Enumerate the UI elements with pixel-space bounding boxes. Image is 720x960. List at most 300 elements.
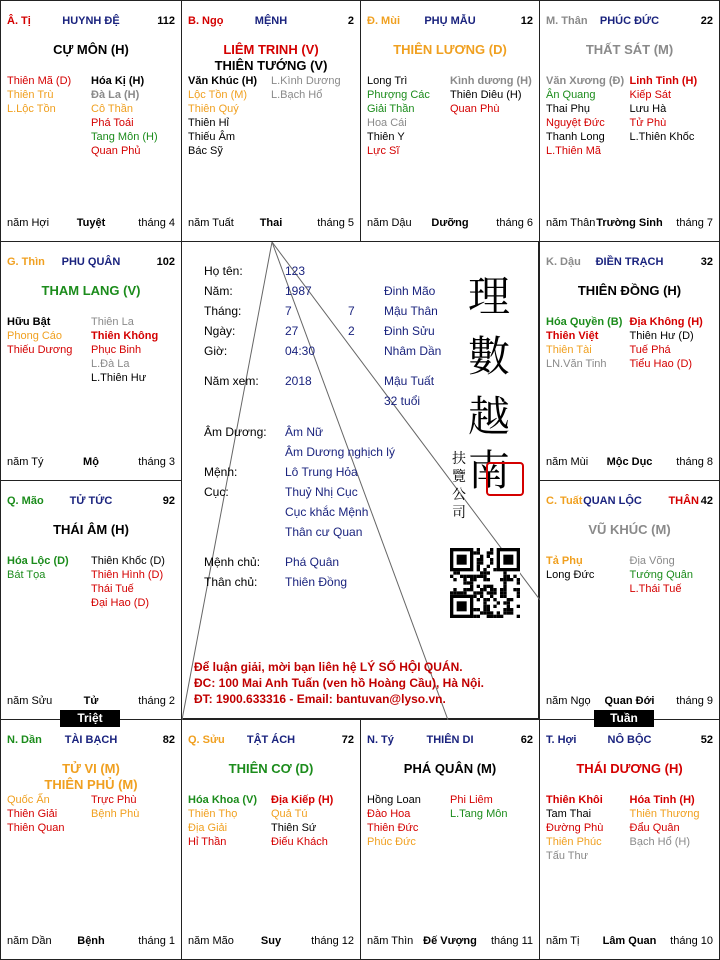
minor-star-column-left [546, 554, 630, 596]
main-stars [361, 761, 539, 777]
palace-name: TẬT ÁCH [246, 734, 296, 746]
minor-star-column-right [91, 315, 175, 385]
palace-branch: M. Thân [546, 15, 588, 27]
minor-star: Thiên Y [367, 131, 405, 143]
red-seal-stamp [486, 462, 524, 496]
day-canchi: Đinh Sửu [384, 324, 435, 338]
minor-star: Kình dương (H) [450, 75, 532, 87]
palace-name: TÀI BẠCH [64, 734, 118, 746]
contact-line-2: ĐC: 100 Mai Anh Tuấn (ven hồ Hoàng Cầu), Hà Nội. [194, 676, 485, 690]
minor-star: Phá Toái [91, 117, 134, 129]
minor-star: Phi Liêm [450, 794, 493, 806]
palace-year: năm Sửu [7, 695, 53, 707]
palace-year: năm Thân [546, 217, 596, 229]
minor-star: Kiếp Sát [629, 89, 672, 101]
minor-star: Trực Phù [91, 794, 137, 806]
minor-star: Thiên Giải [7, 808, 58, 820]
palace-name: ĐIỀN TRẠCH [595, 256, 664, 268]
palace-branch: N. Dần [7, 734, 42, 746]
minor-star-column-left [7, 793, 91, 835]
minor-star: Thiên Diêu (H) [450, 89, 522, 101]
main-star: THIÊN PHỦ (M) [44, 777, 138, 792]
palace-cell-hoi[interactable] [539, 719, 720, 960]
minor-star: Phúc Đức [367, 836, 416, 848]
main-star: THIÊN TƯỚNG (V) [214, 58, 328, 73]
hour-value: 04:30 [285, 344, 316, 358]
minor-star: Thiên Hỉ [188, 117, 229, 129]
palace-number: 52 [700, 734, 713, 746]
minor-star: Long Đức [546, 569, 595, 581]
minor-star: Địa Không (H) [629, 316, 703, 328]
palace-name: MỆNH [254, 15, 288, 27]
minor-star: Địa Võng [629, 555, 675, 567]
life-stage: Mộc Dục [606, 456, 653, 468]
minor-star: Giải Thần [367, 103, 415, 115]
palace-month: tháng 5 [317, 217, 354, 229]
palace-cell-suu[interactable] [181, 719, 361, 960]
palace-footer [546, 695, 713, 709]
hour-label: Giờ: [204, 344, 228, 358]
palace-month: tháng 6 [496, 217, 533, 229]
minor-stars [7, 315, 175, 385]
palace-month: tháng 8 [676, 456, 713, 468]
month-canchi: Mậu Thân [384, 304, 438, 318]
minor-star: Thiên La [91, 316, 134, 328]
name-value: 123 [285, 264, 306, 278]
main-star: THIÊN CƠ (D) [228, 761, 314, 776]
palace-number: 42 [700, 495, 713, 507]
minor-star-column-right [91, 74, 175, 158]
palace-year: năm Tuất [188, 217, 234, 229]
palace-name: PHÚC ĐỨC [599, 15, 660, 27]
palace-branch: N. Tý [367, 734, 394, 746]
palace-name: PHU QUÂN [61, 256, 121, 268]
minor-star: Thanh Long [546, 131, 605, 143]
seal-char-1: 扶 [452, 451, 466, 467]
main-stars [540, 761, 719, 777]
palace-footer [367, 217, 533, 231]
minor-star: Hồng Loan [367, 794, 421, 806]
main-star: THẤT SÁT (M) [585, 42, 674, 57]
minor-star: Hoa Cái [367, 117, 407, 129]
palace-branch: C. Tuất [546, 495, 583, 507]
minor-star-column-left [188, 74, 271, 158]
life-stage: Suy [260, 935, 282, 947]
qr-code-icon [450, 548, 520, 618]
minor-stars [546, 554, 713, 596]
minor-stars [188, 793, 354, 849]
minor-star: Thiên Quan [7, 822, 65, 834]
minor-star-column-left [546, 315, 630, 371]
main-star: TỬ VI (M) [62, 761, 120, 776]
cuc-note2: Thân cư Quan [285, 525, 363, 539]
minor-star: L.Thái Tuế [629, 583, 682, 595]
than-chu-label: Thân chủ: [204, 575, 258, 589]
palace-branch: T. Hợi [546, 734, 577, 746]
minor-star-column-left [546, 793, 630, 863]
palace-footer [546, 456, 713, 470]
palace-year: năm Tị [546, 935, 580, 947]
palace-cell-mao[interactable] [0, 480, 182, 720]
palace-name: TỬ TỨC [69, 495, 113, 507]
day-value: 27 [285, 324, 299, 338]
minor-star: Bát Tọa [7, 569, 46, 581]
year-label: Năm: [204, 284, 233, 298]
palace-header [546, 256, 713, 270]
minor-stars [7, 554, 175, 610]
minor-stars [188, 74, 354, 158]
palace-year: năm Mùi [546, 456, 589, 468]
palace-year: năm Mão [188, 935, 234, 947]
minor-star: Lưu Hà [629, 103, 667, 115]
minor-star: Địa Giải [188, 822, 228, 834]
age: 32 tuổi [384, 394, 421, 408]
palace-branch: G. Thìn [7, 256, 45, 268]
palace-branch: Â. Tị [7, 15, 31, 27]
minor-star: Thiên Thọ [188, 808, 238, 820]
palace-number: 92 [162, 495, 175, 507]
minor-star: L.Lộc Tồn [7, 103, 56, 115]
palace-cell-ngo[interactable] [181, 0, 361, 242]
palace-header [546, 734, 713, 748]
palace-header [546, 495, 713, 509]
palace-cell-thin[interactable] [0, 241, 182, 481]
minor-stars [7, 74, 175, 158]
cuc-label: Cục: [204, 485, 229, 499]
main-stars [1, 522, 181, 538]
main-stars [540, 522, 719, 538]
life-stage: Dưỡng [431, 217, 469, 229]
palace-header [367, 734, 533, 748]
body-palace-marker: THÂN [668, 495, 699, 507]
minor-star: Long Trì [367, 75, 408, 87]
palace-name: NÔ BỘC [607, 734, 652, 746]
minor-star: Tiểu Hao (D) [629, 358, 693, 370]
palace-number: 2 [347, 15, 354, 27]
palace-footer [7, 456, 175, 470]
minor-star: Đẩu Quân [629, 822, 680, 834]
minor-star: L.Thiên Hư [91, 372, 147, 384]
minor-star-column-right [630, 315, 714, 371]
minor-star: Đà La (H) [91, 89, 140, 101]
hour-canchi: Nhâm Dần [384, 344, 442, 358]
minor-star-column-left [7, 315, 91, 385]
name-label: Họ tên: [204, 264, 243, 278]
minor-star: Thiếu Âm [188, 131, 236, 143]
palace-number: 12 [520, 15, 533, 27]
palace-year: năm Thìn [367, 935, 414, 947]
minor-star: Thiên Sứ [271, 822, 317, 834]
minor-star: Thiên Khốc (D) [91, 555, 165, 567]
minor-star: Phục Binh [91, 344, 142, 356]
palace-number: 62 [520, 734, 533, 746]
minor-star-column-right [450, 793, 533, 849]
life-stage: Quan Đới [604, 695, 655, 707]
minor-star: Địa Kiếp (H) [271, 794, 334, 806]
minor-star: Đường Phù [546, 822, 604, 834]
palace-header [367, 15, 533, 29]
minor-star: Thai Phụ [546, 103, 591, 115]
minor-star: Thiên Quý [188, 103, 239, 115]
palace-footer [367, 935, 533, 949]
palace-cell-mui[interactable] [360, 0, 540, 242]
minor-star: Tử Phù [629, 117, 667, 129]
minor-star: Văn Xương (Đ) [546, 75, 625, 87]
triet-tag: Triệt [60, 710, 120, 727]
minor-stars [367, 793, 533, 849]
palace-footer [546, 935, 713, 949]
minor-star-column-right [271, 74, 354, 158]
palace-footer [546, 217, 713, 231]
life-stage: Đế Vượng [423, 935, 477, 947]
minor-star: LN.Văn Tinh [546, 358, 607, 370]
menh-label: Mệnh: [204, 465, 238, 479]
palace-cell-ty[interactable] [0, 0, 182, 242]
main-star: PHÁ QUÂN (M) [403, 761, 497, 776]
minor-star: Tả Phụ [546, 555, 583, 567]
palace-branch: K. Dậu [546, 256, 581, 268]
month-value: 7 [285, 304, 292, 318]
minor-star-column-left [188, 793, 271, 849]
seal-char-4: 司 [452, 505, 466, 521]
minor-star: Bác Sỹ [188, 145, 223, 157]
main-stars [1, 283, 181, 299]
palace-year: năm Hợi [7, 217, 50, 229]
life-stage: Tử [83, 695, 99, 707]
month-lunar: 7 [348, 304, 355, 318]
minor-star: Phượng Các [367, 89, 430, 101]
minor-stars [546, 315, 713, 371]
palace-footer [7, 217, 175, 231]
main-star: THIÊN LƯƠNG (D) [393, 42, 507, 57]
minor-star-column-right [271, 793, 354, 849]
minor-star: Ân Quang [546, 89, 596, 101]
day-label: Ngày: [204, 324, 236, 338]
minor-star-column-right [450, 74, 533, 158]
palace-cell-dan[interactable] [0, 719, 182, 960]
minor-star: L.Thiên Mã [546, 145, 602, 157]
minor-star: Quả Tú [271, 808, 308, 820]
minor-star-column-left [7, 74, 91, 158]
view-year-canchi: Mậu Tuất [384, 374, 435, 388]
minor-star: Lực Sĩ [367, 145, 400, 157]
minor-star: Nguyệt Đức [546, 117, 605, 129]
palace-name: HUYNH ĐỆ [62, 15, 120, 27]
seal-char-2: 覽 [452, 469, 466, 485]
main-stars [540, 283, 719, 299]
minor-star: Hóa Kị (H) [91, 75, 145, 87]
minor-star: Thiên Thương [629, 808, 700, 820]
main-star: THÁI ÂM (H) [53, 522, 129, 537]
palace-header [7, 495, 175, 509]
palace-cell-ty2[interactable] [360, 719, 540, 960]
minor-star: Thiên Khôi [546, 794, 603, 806]
minor-star-column-left [7, 554, 91, 610]
palace-header [546, 15, 713, 29]
minor-star: Tang Môn (H) [91, 131, 158, 143]
minor-star: Thiên Hình (D) [91, 569, 164, 581]
life-stage: Trường Sinh [596, 217, 663, 229]
main-stars [182, 42, 360, 74]
minor-star: L.Bạch Hổ [271, 89, 323, 101]
palace-cell-than[interactable] [539, 0, 720, 242]
minor-star: Bệnh Phù [91, 808, 140, 820]
than-chu-value: Thiên Đồng [285, 575, 348, 589]
palace-year: năm Dậu [367, 217, 412, 229]
cuc-note: Cục khắc Mệnh [285, 505, 369, 519]
palace-header [188, 15, 354, 29]
amduong-note: Âm Dương nghịch lý [285, 445, 395, 459]
minor-star: Thiên Không [91, 330, 159, 342]
minor-star: Thiên Hư (D) [629, 330, 694, 342]
minor-star: Thiên Việt [546, 330, 599, 342]
minor-stars [7, 793, 175, 835]
minor-star: Quốc Ấn [7, 794, 50, 806]
main-star: THAM LANG (V) [41, 283, 141, 298]
minor-stars [367, 74, 533, 158]
palace-footer [188, 935, 354, 949]
minor-star: Cô Thần [91, 103, 133, 115]
life-stage: Lâm Quan [602, 935, 657, 947]
view-year-label: Năm xem: [204, 374, 259, 388]
view-year-value: 2018 [285, 374, 312, 388]
palace-month: tháng 7 [676, 217, 713, 229]
palace-month: tháng 9 [676, 695, 713, 707]
minor-star: L.Thiên Khốc [629, 131, 695, 143]
palace-number: 112 [157, 15, 175, 27]
minor-star: Quan Phù [450, 103, 500, 115]
minor-star: Linh Tinh (H) [629, 75, 698, 87]
minor-star: L.Kình Dương [271, 75, 341, 87]
palace-month: tháng 12 [311, 935, 354, 947]
menh-chu-label: Mệnh chủ: [204, 555, 261, 569]
main-star: CỰ MÔN (H) [53, 42, 129, 57]
palace-footer [7, 935, 175, 949]
contact-line-3: ĐT: 1900.633316 - Email: bantuvan@lyso.vn. [194, 692, 446, 706]
main-stars [182, 761, 360, 777]
main-star: VŨ KHÚC (M) [588, 522, 671, 537]
minor-star: Hóa Khoa (V) [188, 794, 258, 806]
palace-month: tháng 1 [138, 935, 175, 947]
main-stars [540, 42, 719, 58]
main-stars [1, 42, 181, 58]
main-stars [1, 761, 181, 793]
palace-month: tháng 4 [138, 217, 175, 229]
minor-star: Phong Cáo [7, 330, 63, 342]
palace-month: tháng 10 [670, 935, 713, 947]
life-stage: Bệnh [77, 935, 105, 947]
tuan-tag: Tuần [594, 710, 654, 727]
minor-star: Bạch Hổ (H) [629, 836, 691, 848]
minor-star: Hỉ Thần [188, 836, 227, 848]
minor-star: Thiên Đức [367, 822, 419, 834]
palace-branch: Đ. Mùi [367, 15, 400, 27]
life-stage: Thai [259, 217, 283, 229]
palace-number: 82 [162, 734, 175, 746]
amduong-value: Âm Nữ [285, 425, 324, 439]
minor-star: Quan Phủ [91, 145, 141, 157]
minor-star: Hóa Quyền (B) [546, 316, 623, 328]
minor-star: Tam Thai [546, 808, 592, 820]
palace-branch: B. Ngọ [188, 15, 224, 27]
palace-name: THIÊN DI [426, 734, 474, 746]
minor-star: L.Tang Môn [450, 808, 508, 820]
minor-star: Đào Hoa [367, 808, 411, 820]
minor-star-column-left [546, 74, 630, 158]
palace-year: năm Ngọ [546, 695, 591, 707]
logo-char-1: 理 [468, 272, 511, 321]
palace-cell-tuat[interactable] [539, 480, 720, 720]
minor-star: Thiên Tài [546, 344, 592, 356]
palace-month: tháng 2 [138, 695, 175, 707]
palace-number: 22 [700, 15, 713, 27]
palace-number: 72 [341, 734, 354, 746]
palace-footer [7, 695, 175, 709]
minor-star: Hóa Tinh (H) [629, 794, 695, 806]
minor-star: Đại Hao (D) [91, 597, 150, 609]
minor-star: Thiên Phúc [546, 836, 602, 848]
minor-star-column-right [91, 554, 175, 610]
minor-star: L.Đà La [91, 358, 130, 370]
contact-line-1: Để luận giải, mời bạn liên hệ LÝ SỐ HỘI QUÁN. [194, 660, 463, 674]
palace-year: năm Dần [7, 935, 52, 947]
main-star: THIÊN ĐỒNG (H) [577, 283, 682, 298]
minor-star-column-left [367, 793, 450, 849]
palace-month: tháng 11 [490, 935, 533, 947]
minor-star: Thiếu Dương [7, 344, 73, 356]
seal-char-3: 公 [452, 487, 466, 503]
minor-star: Hóa Lộc (D) [7, 555, 69, 567]
minor-star-column-left [367, 74, 450, 158]
minor-star: Lộc Tồn (M) [188, 89, 248, 101]
minor-star-column-right [630, 74, 714, 158]
palace-name: QUAN LỘC [583, 495, 642, 507]
minor-stars [546, 793, 713, 863]
logo-char-2: 數 [468, 332, 511, 381]
main-star: THÁI DƯƠNG (H) [576, 761, 683, 776]
palace-name: PHỤ MẪU [424, 15, 476, 27]
palace-header [7, 256, 175, 270]
life-stage: Mộ [83, 456, 99, 468]
palace-header [7, 734, 175, 748]
minor-star: Tuế Phá [629, 344, 671, 356]
menh-chu-value: Phá Quân [285, 555, 340, 569]
palace-number: 32 [700, 256, 713, 268]
logo-char-3: 越 [468, 392, 511, 441]
minor-star: Tướng Quân [629, 569, 693, 581]
palace-footer [188, 217, 354, 231]
life-stage: Tuyệt [76, 217, 106, 229]
menh-value: Lô Trung Hỏa [285, 465, 358, 479]
palace-cell-dau[interactable] [539, 241, 720, 481]
amduong-label: Âm Dương: [204, 425, 267, 439]
minor-star: Điếu Khách [271, 836, 328, 848]
minor-star: Tấu Thư [546, 850, 589, 862]
minor-star-column-right [91, 793, 175, 835]
palace-branch: Q. Mão [7, 495, 44, 507]
palace-number: 102 [156, 256, 175, 268]
cuc-value: Thuỷ Nhị Cục [285, 485, 358, 499]
palace-header [188, 734, 354, 748]
minor-star: Văn Khúc (H) [188, 75, 258, 87]
minor-star-column-right [630, 554, 714, 596]
minor-star: Thái Tuế [91, 583, 134, 595]
logo-char-4: 南 [468, 446, 511, 495]
minor-star: Hữu Bật [7, 316, 51, 328]
palace-month: tháng 3 [138, 456, 175, 468]
main-star: LIÊM TRINH (V) [223, 42, 319, 57]
minor-star: Thiên Trù [7, 89, 54, 101]
